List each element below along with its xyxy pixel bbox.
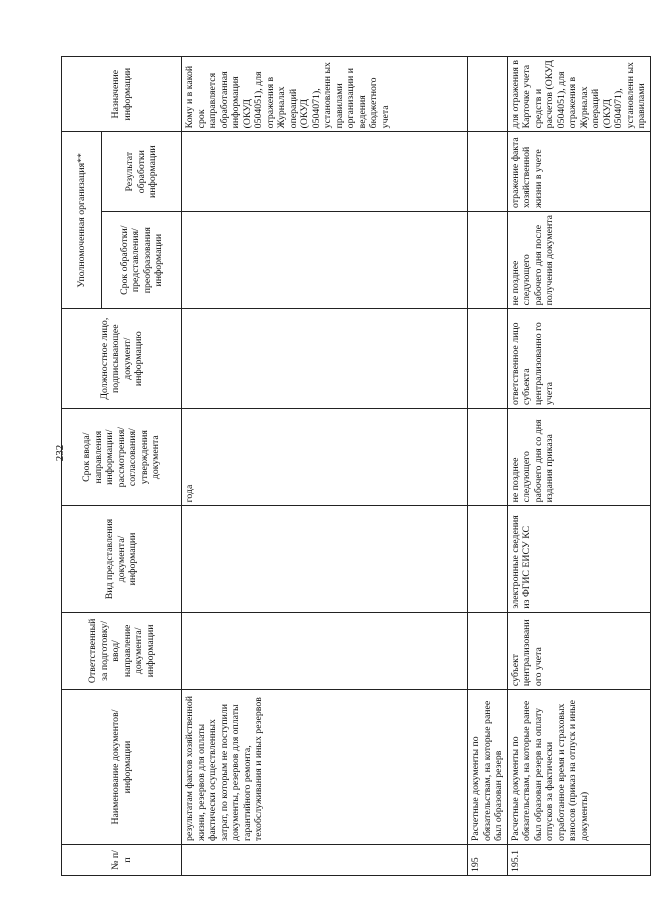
cell-deadline: года bbox=[182, 408, 468, 505]
cell-name: Расчетные документы по обязательствам, на которые ранее был образован резерв на оплату отпусков за фактически отработанное время и страховых взносов (приказ на отпуск и иные документы) bbox=[507, 690, 650, 845]
table-row bbox=[468, 57, 508, 876]
cell-responsible bbox=[468, 612, 508, 689]
cell-purpose: для отражения в Карточке учета средств и расчетов (ОКУД 0504051), для отражения в Журналах операций (ОКУД 0504071), установленн ых правилами bbox=[507, 57, 650, 132]
cell-num: 195 bbox=[468, 845, 508, 876]
header-deadline: Срок ввода/ направления информации/ рассмотрения/ согласования/ утверждения документа bbox=[62, 408, 182, 505]
header-responsible: Ответственный за подготовку/ ввод/ направление документа/ информации bbox=[62, 612, 182, 689]
cell-view bbox=[182, 506, 468, 612]
cell-processing-deadline bbox=[468, 212, 508, 309]
header-row-1 bbox=[62, 57, 102, 876]
header-purpose: Назначение информации bbox=[62, 57, 182, 132]
table-row bbox=[182, 57, 468, 876]
cell-deadline bbox=[468, 408, 508, 505]
header-authorized-org: Уполномоченная организация** bbox=[62, 132, 102, 309]
cell-num: 195.1 bbox=[507, 845, 650, 876]
cell-processing-result bbox=[468, 132, 508, 212]
cell-view bbox=[468, 506, 508, 612]
cell-processing-deadline: не позднее следующего рабочего дня после получения документа bbox=[507, 212, 650, 309]
header-name: Наименование документов/информации bbox=[62, 690, 182, 845]
table-row bbox=[507, 57, 650, 876]
cell-signer: ответственное лицо субъекта централизованно го учета bbox=[507, 309, 650, 409]
cell-processing-deadline bbox=[182, 212, 468, 309]
header-num: № п/п bbox=[62, 845, 182, 876]
header-signer: Должностное лицо, подписывающее документ/ информацию bbox=[62, 309, 182, 409]
documents-table bbox=[61, 56, 651, 876]
cell-purpose bbox=[468, 57, 508, 132]
cell-responsible bbox=[182, 612, 468, 689]
page-number: 232 bbox=[54, 444, 66, 462]
cell-purpose: Кому и в какой срок направляется обработанная информация (ОКУД 0504051), для отражения в Журналах операций (ОКУД 0504071), установленн ых правилами организации и ведения бюджетного учета bbox=[182, 57, 468, 132]
rotated-table-container bbox=[61, 56, 647, 876]
cell-processing-result: отражение факта хозяйственной жизни в учете bbox=[507, 132, 650, 212]
cell-responsible: субъект централизовани ого учета bbox=[507, 612, 650, 689]
header-processing-deadline: Срок обработки/ представления/ преобразования информации bbox=[102, 212, 182, 309]
header-view: Вид представления документа/ информации bbox=[62, 506, 182, 612]
cell-view: электронные сведения из ФГИС ЕИСУ КС bbox=[507, 506, 650, 612]
cell-signer bbox=[468, 309, 508, 409]
cell-num bbox=[182, 845, 468, 876]
cell-processing-result bbox=[182, 132, 468, 212]
cell-signer bbox=[182, 309, 468, 409]
cell-name: Расчетные документы по обязательствам, на которые ранее был образован резерв bbox=[468, 690, 508, 845]
header-processing-result: Результат обработки информации bbox=[102, 132, 182, 212]
cell-deadline: не позднее следующего рабочего дня со дня издания приказа bbox=[507, 408, 650, 505]
cell-name: результатам фактов хозяйственной жизни, резервов для оплаты фактически осуществленных затрат, по которым не поступили документы, резервов для оплаты гарантийного ремонта, техобслуживания и иных резервов bbox=[182, 690, 468, 845]
